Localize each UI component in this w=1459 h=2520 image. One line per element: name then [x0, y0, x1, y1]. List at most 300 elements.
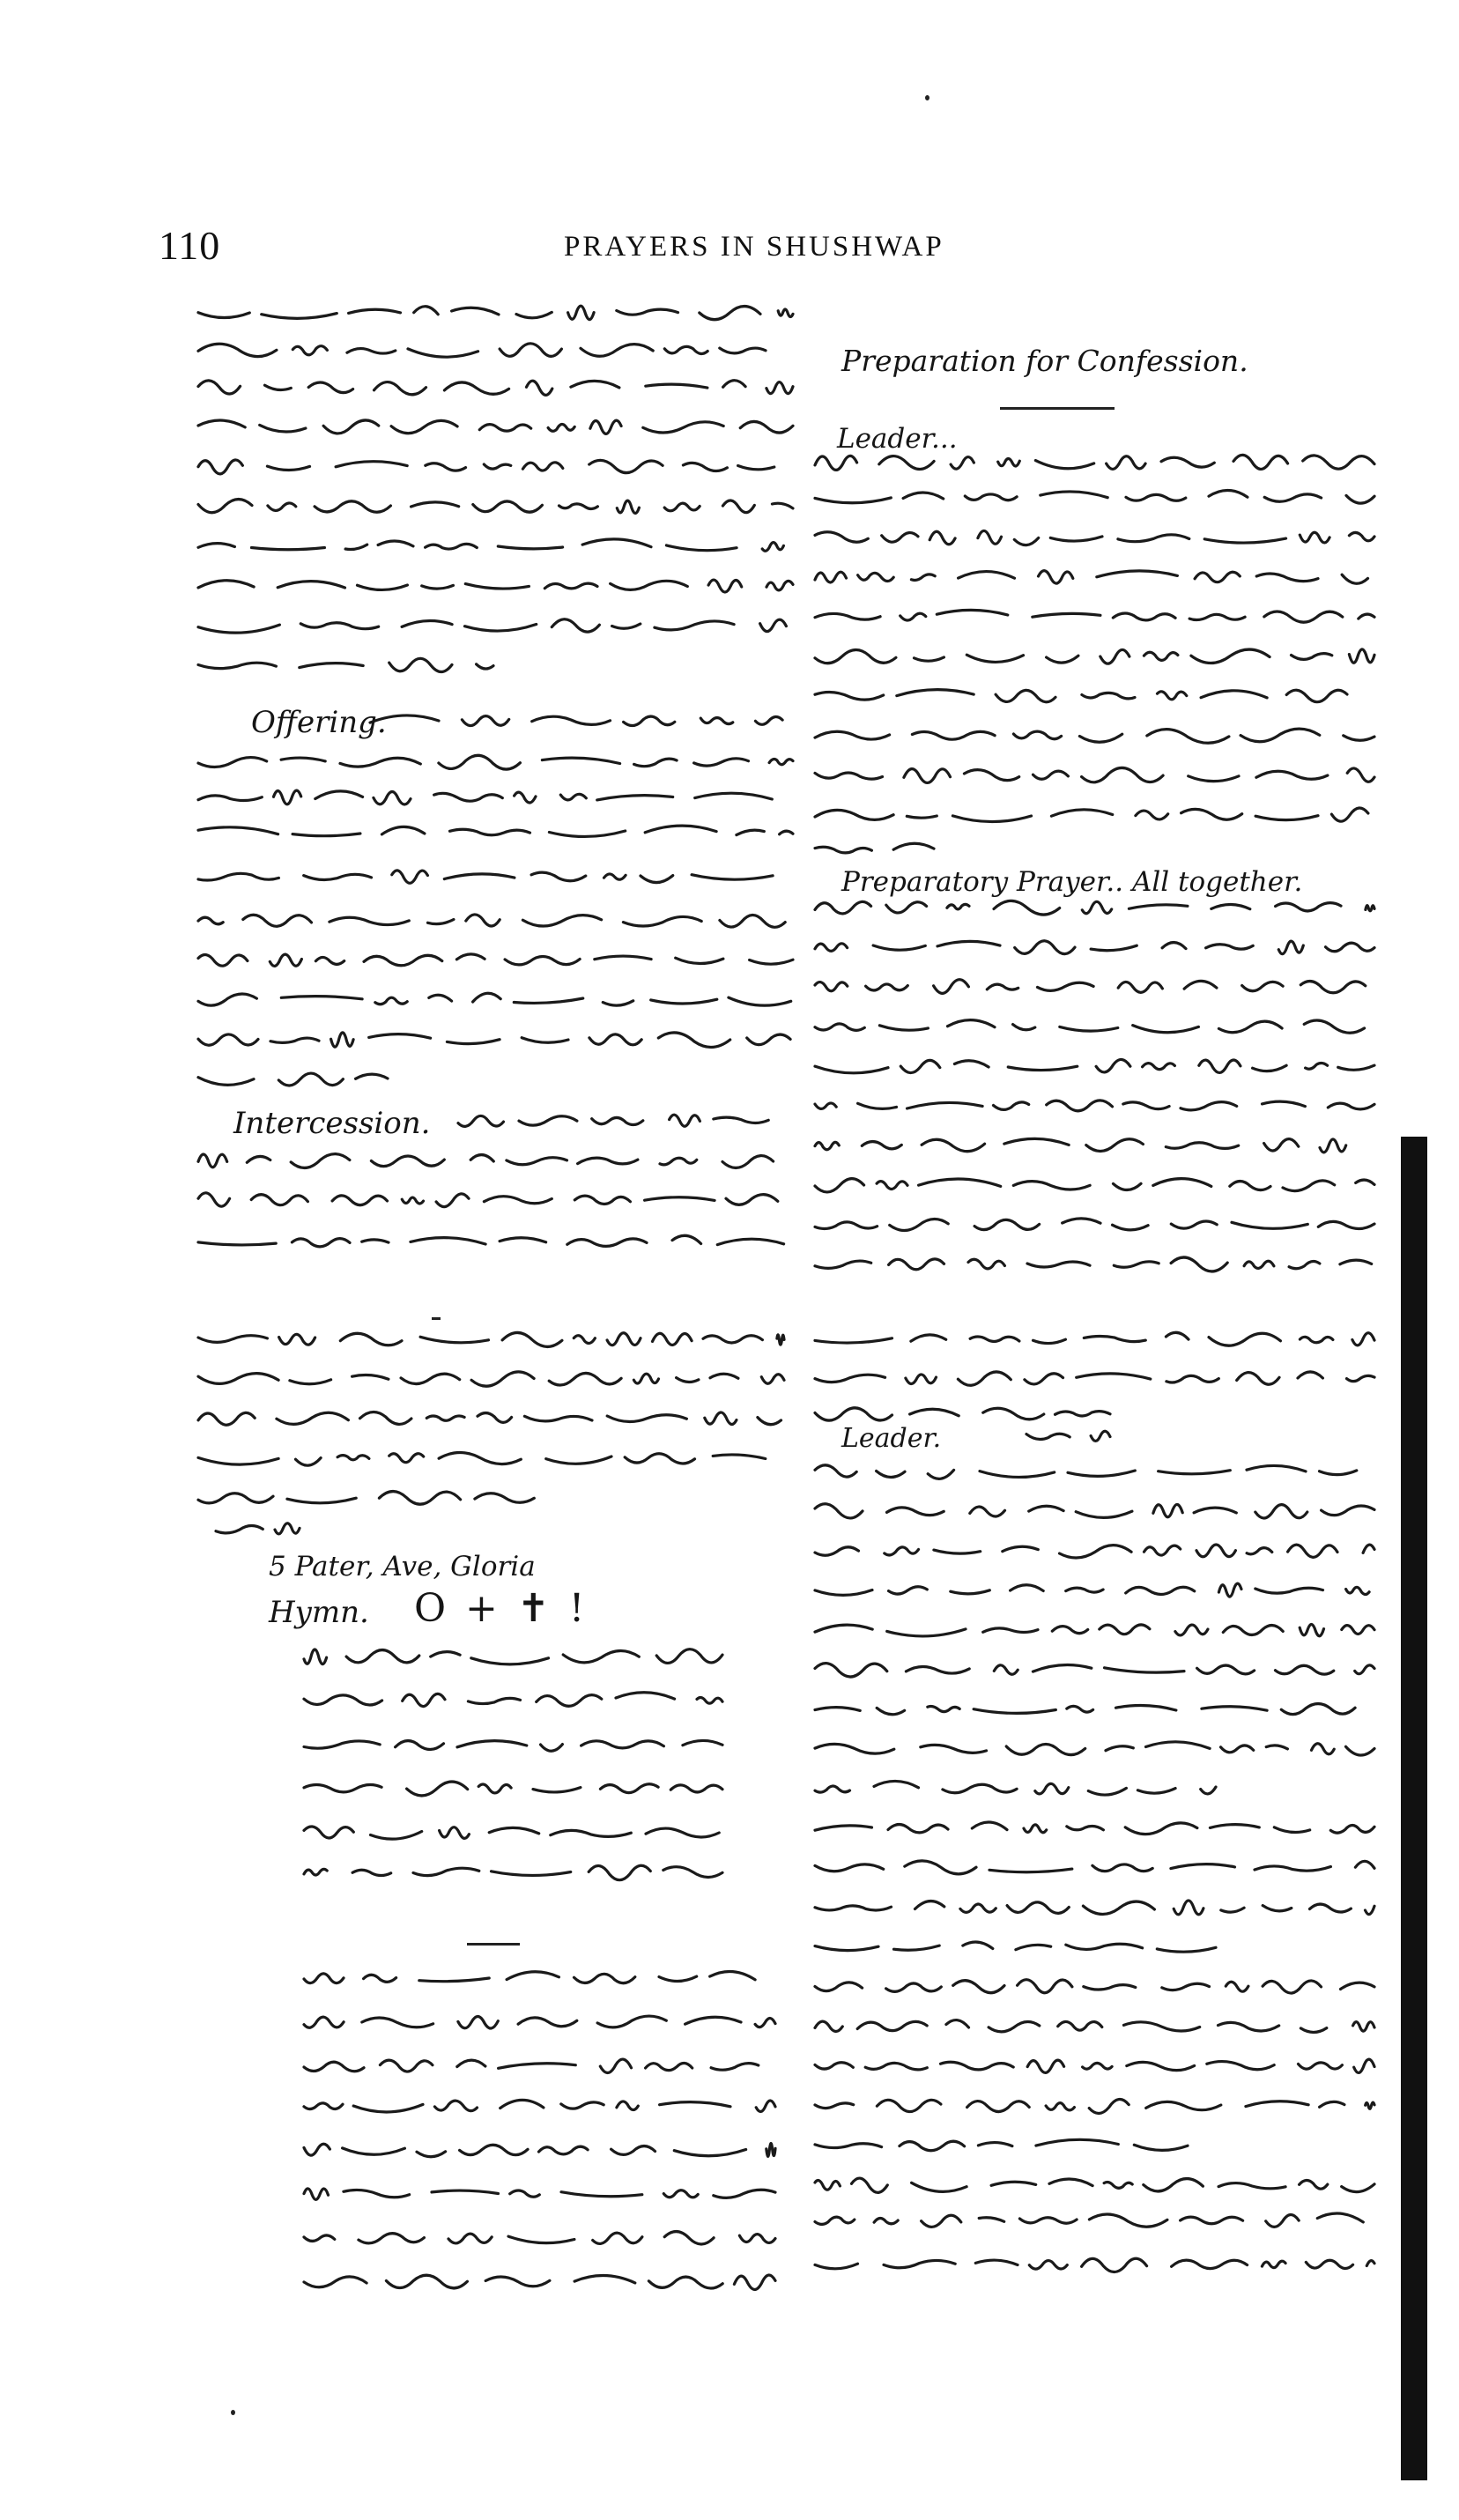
shorthand-stroke — [308, 382, 352, 393]
shorthand-stroke — [815, 613, 880, 619]
shorthand-stroke — [604, 874, 626, 879]
shorthand-stroke — [1171, 1221, 1217, 1228]
shorthand-stroke — [617, 309, 678, 315]
shorthand-stroke — [1310, 1904, 1352, 1912]
shorthand-stroke — [815, 901, 871, 914]
shorthand-stroke — [874, 1781, 919, 1787]
shorthand-stroke — [571, 381, 619, 387]
shorthand-stroke — [634, 759, 678, 767]
shorthand-stroke — [1086, 1139, 1144, 1152]
shorthand-stroke — [304, 2062, 364, 2072]
shorthand-stroke — [1016, 1945, 1051, 1949]
shorthand-stroke — [947, 904, 969, 908]
shorthand-stroke — [767, 581, 793, 589]
shorthand-stroke — [1221, 1745, 1254, 1753]
shorthand-stroke — [1105, 1668, 1185, 1672]
shorthand-stroke — [815, 1142, 839, 1149]
shorthand-stroke — [877, 2100, 941, 2111]
shorthand-stroke — [1317, 2213, 1363, 2222]
shorthand-stroke — [970, 1507, 1005, 1516]
shorthand-stroke — [815, 1625, 872, 1632]
shorthand-stroke — [380, 2060, 433, 2072]
shorthand-stroke — [1089, 2100, 1129, 2114]
shorthand-stroke — [1202, 1707, 1267, 1710]
shorthand-stroke — [911, 574, 935, 581]
shorthand-stroke — [436, 1194, 469, 1207]
shorthand-stroke — [559, 504, 598, 509]
shorthand-stroke — [1184, 981, 1217, 989]
shorthand-stroke — [578, 1158, 638, 1164]
shorthand-stroke — [1153, 1179, 1211, 1187]
shorthand-stroke — [457, 2060, 485, 2066]
shorthand-stroke — [714, 2190, 775, 2198]
label-hymn: Hymn. — [269, 1595, 369, 1630]
shorthand-stroke — [522, 1038, 568, 1043]
shorthand-stroke — [345, 545, 367, 549]
shorthand-stroke — [1221, 1908, 1244, 1912]
shorthand-stroke — [912, 731, 995, 739]
shorthand-stroke — [499, 2064, 576, 2069]
shorthand-stroke — [352, 1870, 391, 1875]
shorthand-stroke — [922, 2215, 961, 2227]
shorthand-stroke — [966, 655, 1023, 662]
shorthand-stroke — [1354, 2059, 1374, 2072]
shorthand-stroke — [815, 2217, 855, 2224]
shorthand-stroke — [1047, 1101, 1113, 1111]
shorthand-stroke — [660, 1158, 697, 1165]
shorthand-stroke — [561, 2192, 642, 2197]
shorthand-stroke — [408, 349, 478, 357]
shorthand-stroke — [951, 1590, 990, 1594]
shorthand-stroke — [879, 1026, 928, 1030]
label-leader-2: Leader. — [841, 1423, 942, 1454]
shorthand-stroke — [915, 657, 944, 661]
shorthand-stroke — [979, 2218, 1004, 2222]
running-head: PRAYERS IN SHUSHWAP — [564, 231, 944, 263]
shorthand-stroke — [683, 1740, 722, 1745]
shorthand-stroke — [1241, 729, 1320, 742]
speck-bottom — [231, 2410, 235, 2415]
shorthand-stroke — [713, 1455, 766, 1459]
shorthand-stroke — [401, 1374, 460, 1383]
shorthand-stroke — [877, 1182, 907, 1190]
shorthand-stroke — [815, 572, 847, 582]
shorthand-stroke — [983, 1408, 1044, 1419]
shorthand-stroke — [505, 957, 580, 965]
shorthand-stroke — [711, 2064, 759, 2071]
shorthand-stroke — [432, 2190, 499, 2193]
shorthand-stroke — [1077, 1374, 1151, 1379]
shorthand-stroke — [1253, 1065, 1287, 1071]
shorthand-stroke — [1303, 456, 1374, 469]
shorthand-stroke — [1146, 2101, 1221, 2109]
shorthand-stroke — [1114, 1183, 1142, 1190]
shorthand-stroke — [1118, 982, 1162, 992]
heading-rule — [1000, 407, 1115, 410]
shorthand-stroke — [1300, 982, 1366, 993]
shorthand-stroke — [1091, 1431, 1110, 1441]
shorthand-stroke — [198, 917, 223, 924]
shorthand-stroke — [198, 1034, 258, 1045]
shorthand-stroke — [281, 997, 362, 999]
shorthand-stroke — [507, 1972, 559, 1980]
shorthand-stroke — [755, 717, 782, 725]
shorthand-stroke — [912, 2183, 967, 2191]
shorthand-stroke — [934, 1550, 981, 1553]
label-pater-ave-gloria: 5 Pater, Ave, Gloria — [269, 1551, 536, 1582]
shorthand-stroke — [552, 619, 599, 632]
shorthand-stroke — [198, 758, 267, 767]
shorthand-stroke — [989, 1869, 1072, 1872]
shorthand-stroke — [1201, 691, 1267, 698]
shorthand-stroke — [1008, 1066, 1078, 1070]
shorthand-stroke — [645, 826, 716, 833]
shorthand-stroke — [879, 456, 934, 470]
shorthand-stroke — [911, 1335, 946, 1341]
shorthand-stroke — [960, 1904, 996, 1912]
shorthand-stroke — [374, 792, 411, 804]
shorthand-stroke — [658, 1033, 730, 1048]
shorthand-stroke — [858, 573, 894, 581]
shorthand-stroke — [315, 501, 390, 512]
shorthand-stroke — [448, 2234, 492, 2243]
shorthand-stroke — [907, 816, 937, 818]
shorthand-stroke — [275, 1523, 300, 1534]
shorthand-stroke — [664, 2232, 714, 2244]
shorthand-stroke — [676, 958, 723, 963]
shorthand-stroke — [1289, 1261, 1320, 1268]
shorthand-stroke — [198, 625, 279, 633]
shorthand-stroke — [758, 1418, 781, 1425]
shorthand-stroke — [502, 1332, 562, 1346]
shorthand-stroke — [1019, 2218, 1077, 2224]
shorthand-stroke — [560, 794, 586, 800]
shorthand-stroke — [364, 1975, 396, 1982]
shorthand-stroke — [952, 816, 1031, 822]
shorthand-stroke — [389, 658, 452, 671]
shorthand-stroke — [904, 769, 951, 783]
shorthand-stroke — [888, 1825, 948, 1833]
shorthand-stroke — [198, 1336, 267, 1343]
shorthand-stroke — [1209, 490, 1248, 497]
shorthand-stroke — [546, 1456, 611, 1464]
shorthand-stroke — [1015, 941, 1075, 954]
shorthand-stroke — [1300, 1337, 1333, 1342]
shorthand-stroke — [592, 1117, 643, 1124]
shorthand-stroke — [1144, 652, 1178, 660]
shorthand-stroke — [815, 498, 891, 503]
shorthand-stroke — [1107, 456, 1146, 470]
shorthand-stroke — [1006, 1744, 1085, 1754]
shorthand-stroke — [413, 1868, 479, 1875]
shorthand-stroke — [1089, 2214, 1167, 2227]
shorthand-stroke — [858, 1103, 897, 1108]
shorthand-stroke — [877, 1708, 904, 1714]
shorthand-stroke — [1353, 2022, 1374, 2031]
shorthand-stroke — [710, 1374, 738, 1378]
shorthand-stroke — [422, 585, 454, 589]
shorthand-stroke — [304, 1649, 327, 1664]
shorthand-stroke — [581, 345, 653, 357]
shorthand-stroke — [674, 2150, 745, 2156]
shorthand-stroke — [703, 1336, 762, 1343]
shorthand-stroke — [198, 1193, 230, 1206]
shorthand-stroke — [769, 760, 793, 765]
shorthand-stroke — [767, 2144, 775, 2157]
shorthand-stroke — [1051, 810, 1112, 816]
shorthand-stroke — [1166, 1375, 1218, 1382]
shorthand-stroke — [989, 2021, 1040, 2031]
shorthand-stroke — [265, 385, 292, 389]
shorthand-stroke — [1346, 1587, 1370, 1594]
shorthand-stroke — [522, 915, 601, 926]
shorthand-stroke — [915, 1901, 944, 1909]
shorthand-stroke — [965, 494, 1017, 500]
shorthand-stroke — [1189, 776, 1239, 782]
shorthand-stroke — [685, 2017, 741, 2024]
shorthand-stroke — [340, 758, 420, 767]
shorthand-stroke — [1181, 2217, 1243, 2224]
shorthand-stroke — [1116, 1706, 1176, 1710]
shorthand-stroke — [198, 955, 248, 967]
shorthand-stroke — [1129, 905, 1188, 909]
shorthand-stroke — [906, 1666, 969, 1673]
shorthand-stroke — [1092, 1864, 1152, 1871]
shorthand-stroke — [198, 581, 254, 588]
shorthand-stroke — [541, 1745, 563, 1752]
shorthand-stroke — [343, 2148, 405, 2154]
shorthand-stroke — [198, 1412, 255, 1425]
label-leader-1: Leader... — [837, 423, 958, 455]
label-intercession: Intercession. — [233, 1106, 431, 1141]
shorthand-stroke — [270, 954, 301, 966]
shorthand-stroke — [1223, 1626, 1283, 1635]
shorthand-stroke — [655, 621, 734, 630]
shorthand-stroke — [1162, 1983, 1210, 1990]
shorthand-stroke — [444, 874, 515, 879]
shorthand-stroke — [633, 1374, 658, 1383]
shorthand-stroke — [1340, 1260, 1372, 1264]
shorthand-stroke — [1134, 2145, 1188, 2150]
shorthand-stroke — [198, 1242, 276, 1245]
shorthand-stroke — [1206, 945, 1254, 949]
shorthand-stroke — [402, 620, 452, 626]
shorthand-stroke — [1067, 1827, 1104, 1830]
shorthand-stroke — [315, 791, 363, 799]
shorthand-stroke — [597, 796, 673, 800]
shorthand-stroke — [670, 1785, 722, 1792]
shorthand-stroke — [603, 1001, 633, 1005]
shorthand-stroke — [500, 344, 561, 357]
shorthand-stroke — [874, 2218, 898, 2223]
shorthand-stroke — [646, 384, 707, 388]
shorthand-stroke — [369, 1034, 431, 1039]
shorthand-stroke — [970, 1337, 1019, 1341]
speck-top — [925, 95, 929, 100]
shorthand-stroke — [972, 1822, 1007, 1830]
shorthand-stroke — [760, 619, 787, 631]
shorthand-stroke — [1033, 1665, 1091, 1672]
shorthand-stroke — [877, 1471, 905, 1478]
shorthand-stroke — [508, 2236, 574, 2243]
shorthand-stroke — [1082, 2258, 1147, 2272]
shorthand-stroke — [304, 1974, 344, 1983]
shorthand-stroke — [910, 1409, 959, 1416]
shorthand-stroke — [1262, 2261, 1285, 2267]
shorthand-stroke — [426, 463, 466, 471]
shorthand-stroke — [1355, 1861, 1374, 1868]
shorthand-stroke — [1172, 2260, 1248, 2268]
shorthand-stroke — [1146, 1742, 1211, 1749]
shorthand-stroke — [1166, 1143, 1238, 1149]
shorthand-stroke — [852, 2178, 888, 2192]
shorthand-stroke — [708, 580, 742, 592]
shorthand-stroke — [747, 1034, 790, 1045]
shorthand-stroke — [293, 346, 327, 355]
shorthand-stroke — [349, 309, 401, 313]
shorthand-stroke — [198, 1154, 227, 1167]
shorthand-stroke — [1366, 2102, 1374, 2109]
shorthand-stroke — [625, 1454, 694, 1464]
shorthand-stroke — [1195, 572, 1240, 582]
shorthand-stroke — [815, 650, 896, 663]
shorthand-stroke — [1144, 1545, 1181, 1555]
shorthand-stroke — [1247, 1465, 1306, 1471]
shorthand-stroke — [729, 997, 791, 1005]
shorthand-stroke — [697, 1697, 722, 1703]
shorthand-stroke — [1024, 1825, 1047, 1833]
shorthand-stroke — [1300, 2181, 1328, 2190]
shorthand-stroke — [198, 381, 241, 394]
shorthand-stroke — [607, 1333, 641, 1345]
shorthand-stroke — [1278, 941, 1303, 954]
shorthand-stroke — [1033, 1339, 1066, 1343]
shorthand-stroke — [252, 548, 325, 550]
shorthand-stroke — [1246, 2101, 1308, 2107]
shorthand-stroke — [1318, 1221, 1374, 1228]
shorthand-stroke — [485, 2277, 550, 2287]
shorthand-stroke — [1359, 614, 1374, 619]
shorthand-stroke — [815, 2103, 854, 2109]
shorthand-stroke — [1366, 1906, 1375, 1914]
shorthand-stroke — [1033, 771, 1069, 779]
shorthand-stroke — [1035, 461, 1093, 469]
shorthand-stroke — [414, 307, 439, 315]
shorthand-stroke — [1046, 2103, 1074, 2110]
shorthand-stroke — [1171, 1864, 1235, 1869]
shorthand-stroke — [589, 1034, 641, 1045]
shorthand-stroke — [815, 1664, 887, 1677]
shorthand-stroke — [1104, 2183, 1132, 2189]
shorthand-stroke — [507, 1158, 567, 1165]
shorthand-stroke — [489, 1827, 539, 1834]
shorthand-stroke — [1137, 1789, 1175, 1794]
shorthand-stroke — [561, 2102, 604, 2109]
shorthand-stroke — [778, 309, 793, 317]
shorthand-stroke — [267, 466, 309, 470]
shorthand-stroke — [1084, 1985, 1136, 1990]
shorthand-stroke — [663, 2190, 698, 2198]
shorthand-stroke — [198, 544, 234, 548]
shorthand-stroke — [516, 312, 552, 317]
shorthand-stroke — [198, 994, 256, 1005]
shorthand-stroke — [1342, 2184, 1374, 2192]
shorthand-stroke — [1136, 811, 1168, 819]
shorthand-stroke — [1218, 2183, 1285, 2189]
shorthand-stroke — [198, 460, 242, 474]
shorthand-stroke — [705, 1412, 737, 1425]
shorthand-stroke — [865, 2063, 927, 2069]
shorthand-stroke — [1084, 1336, 1145, 1341]
shorthand-stroke — [815, 1103, 836, 1108]
shorthand-stroke — [987, 984, 1018, 989]
shorthand-stroke — [1306, 2260, 1352, 2268]
shorthand-stroke — [737, 830, 764, 834]
shorthand-stroke — [304, 1785, 381, 1792]
shorthand-stroke — [1144, 2179, 1203, 2191]
shorthand-stroke — [1218, 1583, 1241, 1597]
shorthand-stroke — [815, 1547, 859, 1555]
shorthand-stroke — [611, 2146, 655, 2155]
shorthand-stroke — [929, 531, 955, 544]
shorthand-stroke — [983, 1628, 1038, 1633]
shorthand-stroke — [519, 1116, 577, 1125]
shorthand-stroke — [975, 2260, 1018, 2264]
shorthand-stroke — [1226, 1982, 1248, 1991]
shorthand-stroke — [574, 1196, 630, 1204]
shorthand-stroke — [402, 1197, 423, 1204]
shorthand-stroke — [304, 874, 372, 879]
shorthand-stroke — [243, 915, 312, 926]
shorthand-stroke — [544, 583, 597, 589]
shorthand-stroke — [700, 718, 733, 724]
shorthand-stroke — [1026, 1434, 1070, 1439]
shorthand-stroke — [582, 539, 651, 547]
shorthand-stroke — [1366, 2261, 1374, 2266]
shorthand-stroke — [1029, 1506, 1063, 1511]
shorthand-stroke — [198, 500, 252, 513]
shorthand-stroke — [1299, 2063, 1343, 2069]
shorthand-stroke — [593, 2233, 642, 2243]
shorthand-stroke — [1079, 734, 1122, 742]
shorthand-stroke — [1013, 1025, 1035, 1030]
shorthand-stroke — [994, 901, 1060, 915]
shorthand-stroke — [1292, 654, 1332, 660]
shorthand-stroke — [882, 533, 918, 543]
shorthand-stroke — [344, 2190, 410, 2197]
shorthand-stroke — [1281, 1704, 1355, 1715]
shorthand-stroke — [1312, 1744, 1335, 1754]
shorthand-stroke — [292, 1239, 350, 1247]
shorthand-stroke — [677, 1378, 699, 1382]
shorthand-stroke — [362, 2018, 433, 2027]
page-number: 110 — [159, 223, 221, 268]
shorthand-stroke — [1276, 1665, 1334, 1674]
shorthand-stroke — [887, 1508, 944, 1516]
shorthand-stroke — [934, 980, 969, 994]
shorthand-stroke — [465, 625, 537, 632]
shorthand-stroke — [974, 1709, 1055, 1714]
shorthand-stroke — [653, 1333, 692, 1345]
shorthand-stroke — [1347, 768, 1374, 782]
shorthand-stroke — [1283, 1181, 1335, 1191]
shorthand-stroke — [1330, 1826, 1374, 1834]
shorthand-stroke — [1232, 1222, 1307, 1228]
shorthand-stroke — [532, 716, 611, 724]
shorthand-stroke — [1355, 1665, 1374, 1674]
shorthand-stroke — [1256, 771, 1328, 779]
shorthand-stroke — [815, 982, 848, 991]
